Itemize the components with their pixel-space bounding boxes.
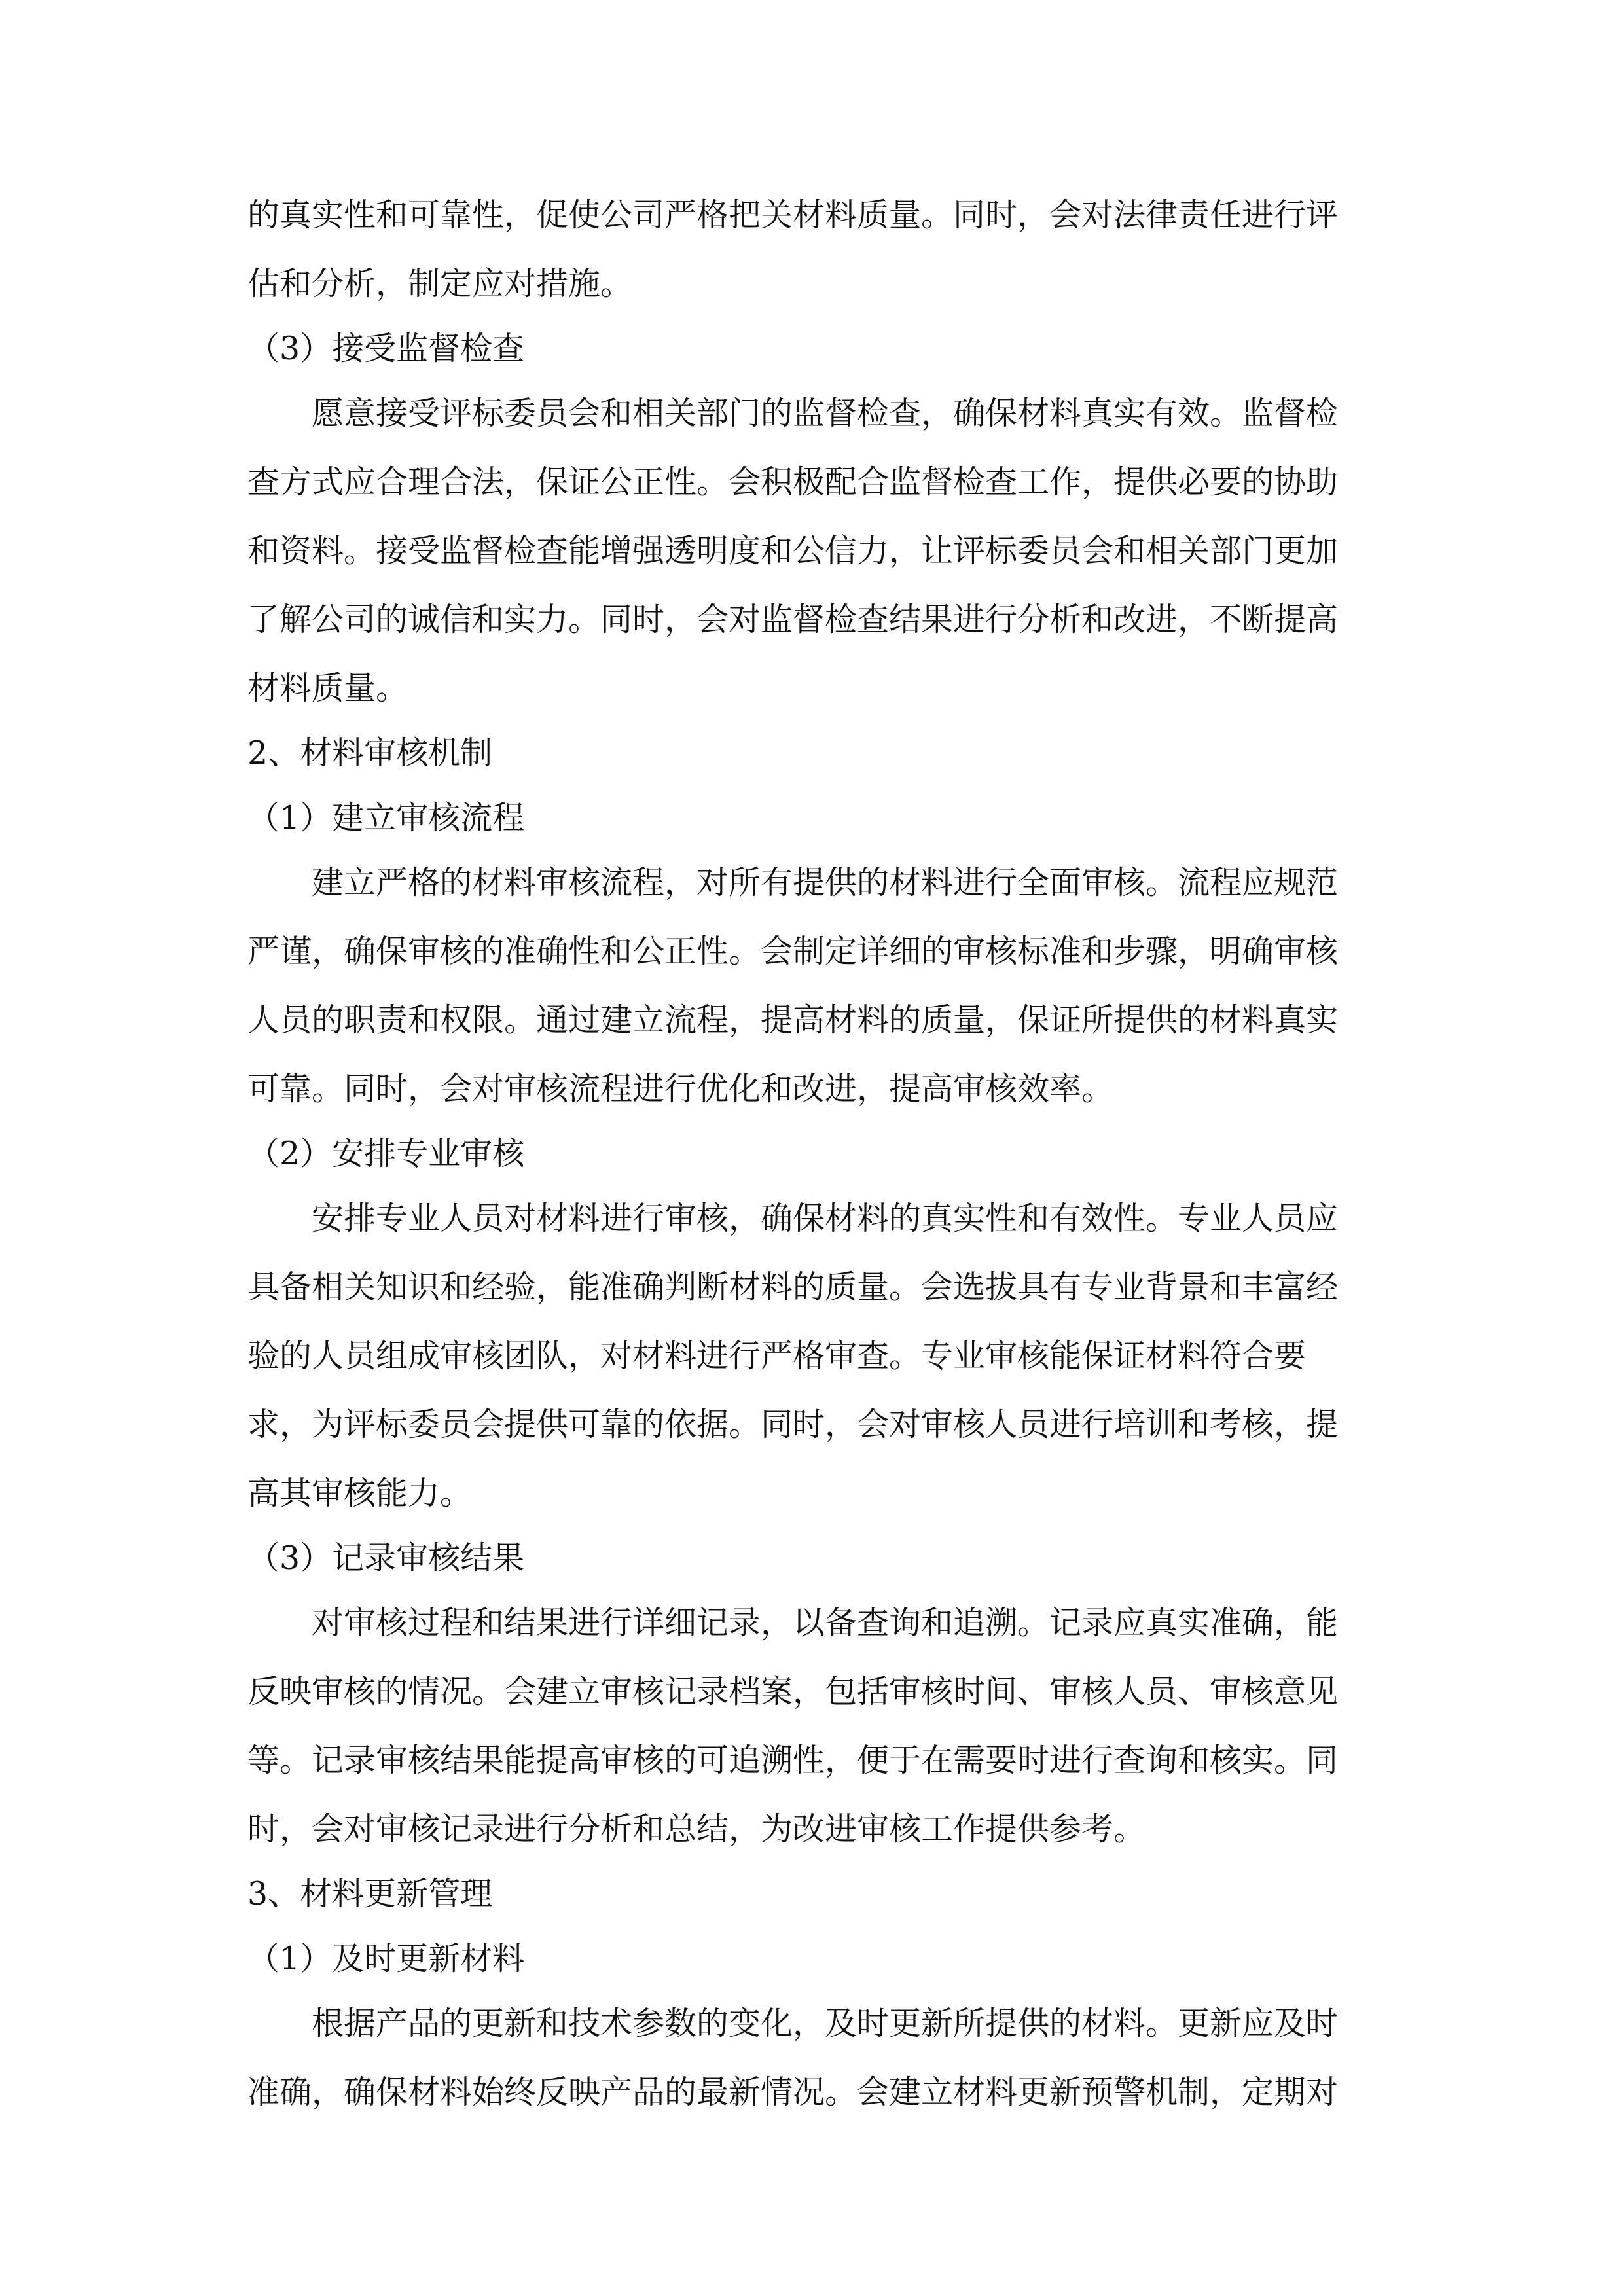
paragraph-continuation	[247, 195, 1380, 304]
subheading-record-results: （3）记录审核结果	[247, 1539, 525, 1577]
text-line: 反映审核的情况。会建立审核记录档案，包括审核时间、审核人员、审核意见	[247, 1673, 1339, 1710]
document-body	[247, 195, 1380, 2137]
text-line: 安排专业人员对材料进行审核，确保材料的真实性和有效性。专业人员应	[312, 1200, 1339, 1237]
text-line: 严谨，确保审核的准确性和公正性。会制定详细的审核标准和步骤，明确审核	[247, 933, 1339, 970]
text-line: 求，为评标委员会提供可靠的依据。同时，会对审核人员进行培训和考核，提	[247, 1406, 1339, 1443]
text-line: 了解公司的诚信和实力。同时，会对监督检查结果进行分析和改进，不断提高	[247, 601, 1339, 638]
text-line: 材料质量。	[247, 670, 408, 707]
subheading-timely-update: （1）及时更新材料	[247, 1940, 525, 1977]
text-line: 对审核过程和结果进行详细记录，以备查询和追溯。记录应真实准确，能	[312, 1604, 1339, 1641]
text-line: 验的人员组成审核团队，对材料进行严格审查。专业审核能保证材料符合要	[247, 1337, 1307, 1374]
paragraph-timely-update	[247, 2003, 1380, 2112]
text-line: 的真实性和可靠性，促使公司严格把关材料质量。同时，会对法律责任进行评	[247, 196, 1339, 234]
text-line: 人员的职责和权限。通过建立流程，提高材料的质量，保证所提供的材料真实	[247, 1001, 1339, 1039]
text-line: 建立严格的材料审核流程，对所有提供的材料进行全面审核。流程应规范	[312, 864, 1339, 901]
text-line: 和资料。接受监督检查能增强透明度和公信力，让评标委员会和相关部门更加	[247, 532, 1339, 569]
text-line: 根据产品的更新和技术参数的变化，及时更新所提供的材料。更新应及时	[312, 2005, 1339, 2042]
section-heading-update-management: 3、材料更新管理	[247, 1875, 493, 1912]
subheading-establish-process: （1）建立审核流程	[247, 799, 525, 836]
subheading-accept-inspection: （3）接受监督检查	[247, 330, 525, 367]
text-line: 等。记录审核结果能提高审核的可追溯性，便于在需要时进行查询和核实。同	[247, 1742, 1339, 1779]
text-line: 高其审核能力。	[247, 1475, 473, 1512]
paragraph-accept-inspection	[247, 393, 1380, 708]
text-line: 查方式应合理合法，保证公正性。会积极配合监督检查工作，提供必要的协助	[247, 463, 1339, 501]
paragraph-establish-process	[247, 863, 1380, 1109]
paragraph-professional-review	[247, 1198, 1380, 1513]
text-line: 可靠。同时，会对审核流程进行优化和改进，提高审核效率。	[247, 1070, 1114, 1107]
text-line: 准确，确保材料始终反映产品的最新情况。会建立材料更新预警机制，定期对	[247, 2073, 1339, 2111]
text-line: 估和分析，制定应对措施。	[247, 265, 633, 302]
section-heading-review-mechanism: 2、材料审核机制	[247, 734, 493, 772]
text-line: 时，会对审核记录进行分析和总结，为改进审核工作提供参考。	[247, 1810, 1146, 1848]
text-line: 愿意接受评标委员会和相关部门的监督检查，确保材料真实有效。监督检	[312, 395, 1339, 432]
subheading-professional-review: （2）安排专业审核	[247, 1135, 525, 1172]
paragraph-record-results	[247, 1603, 1380, 1849]
text-line: 具备相关知识和经验，能准确判断材料的质量。会选拔具有专业背景和丰富经	[247, 1268, 1339, 1306]
